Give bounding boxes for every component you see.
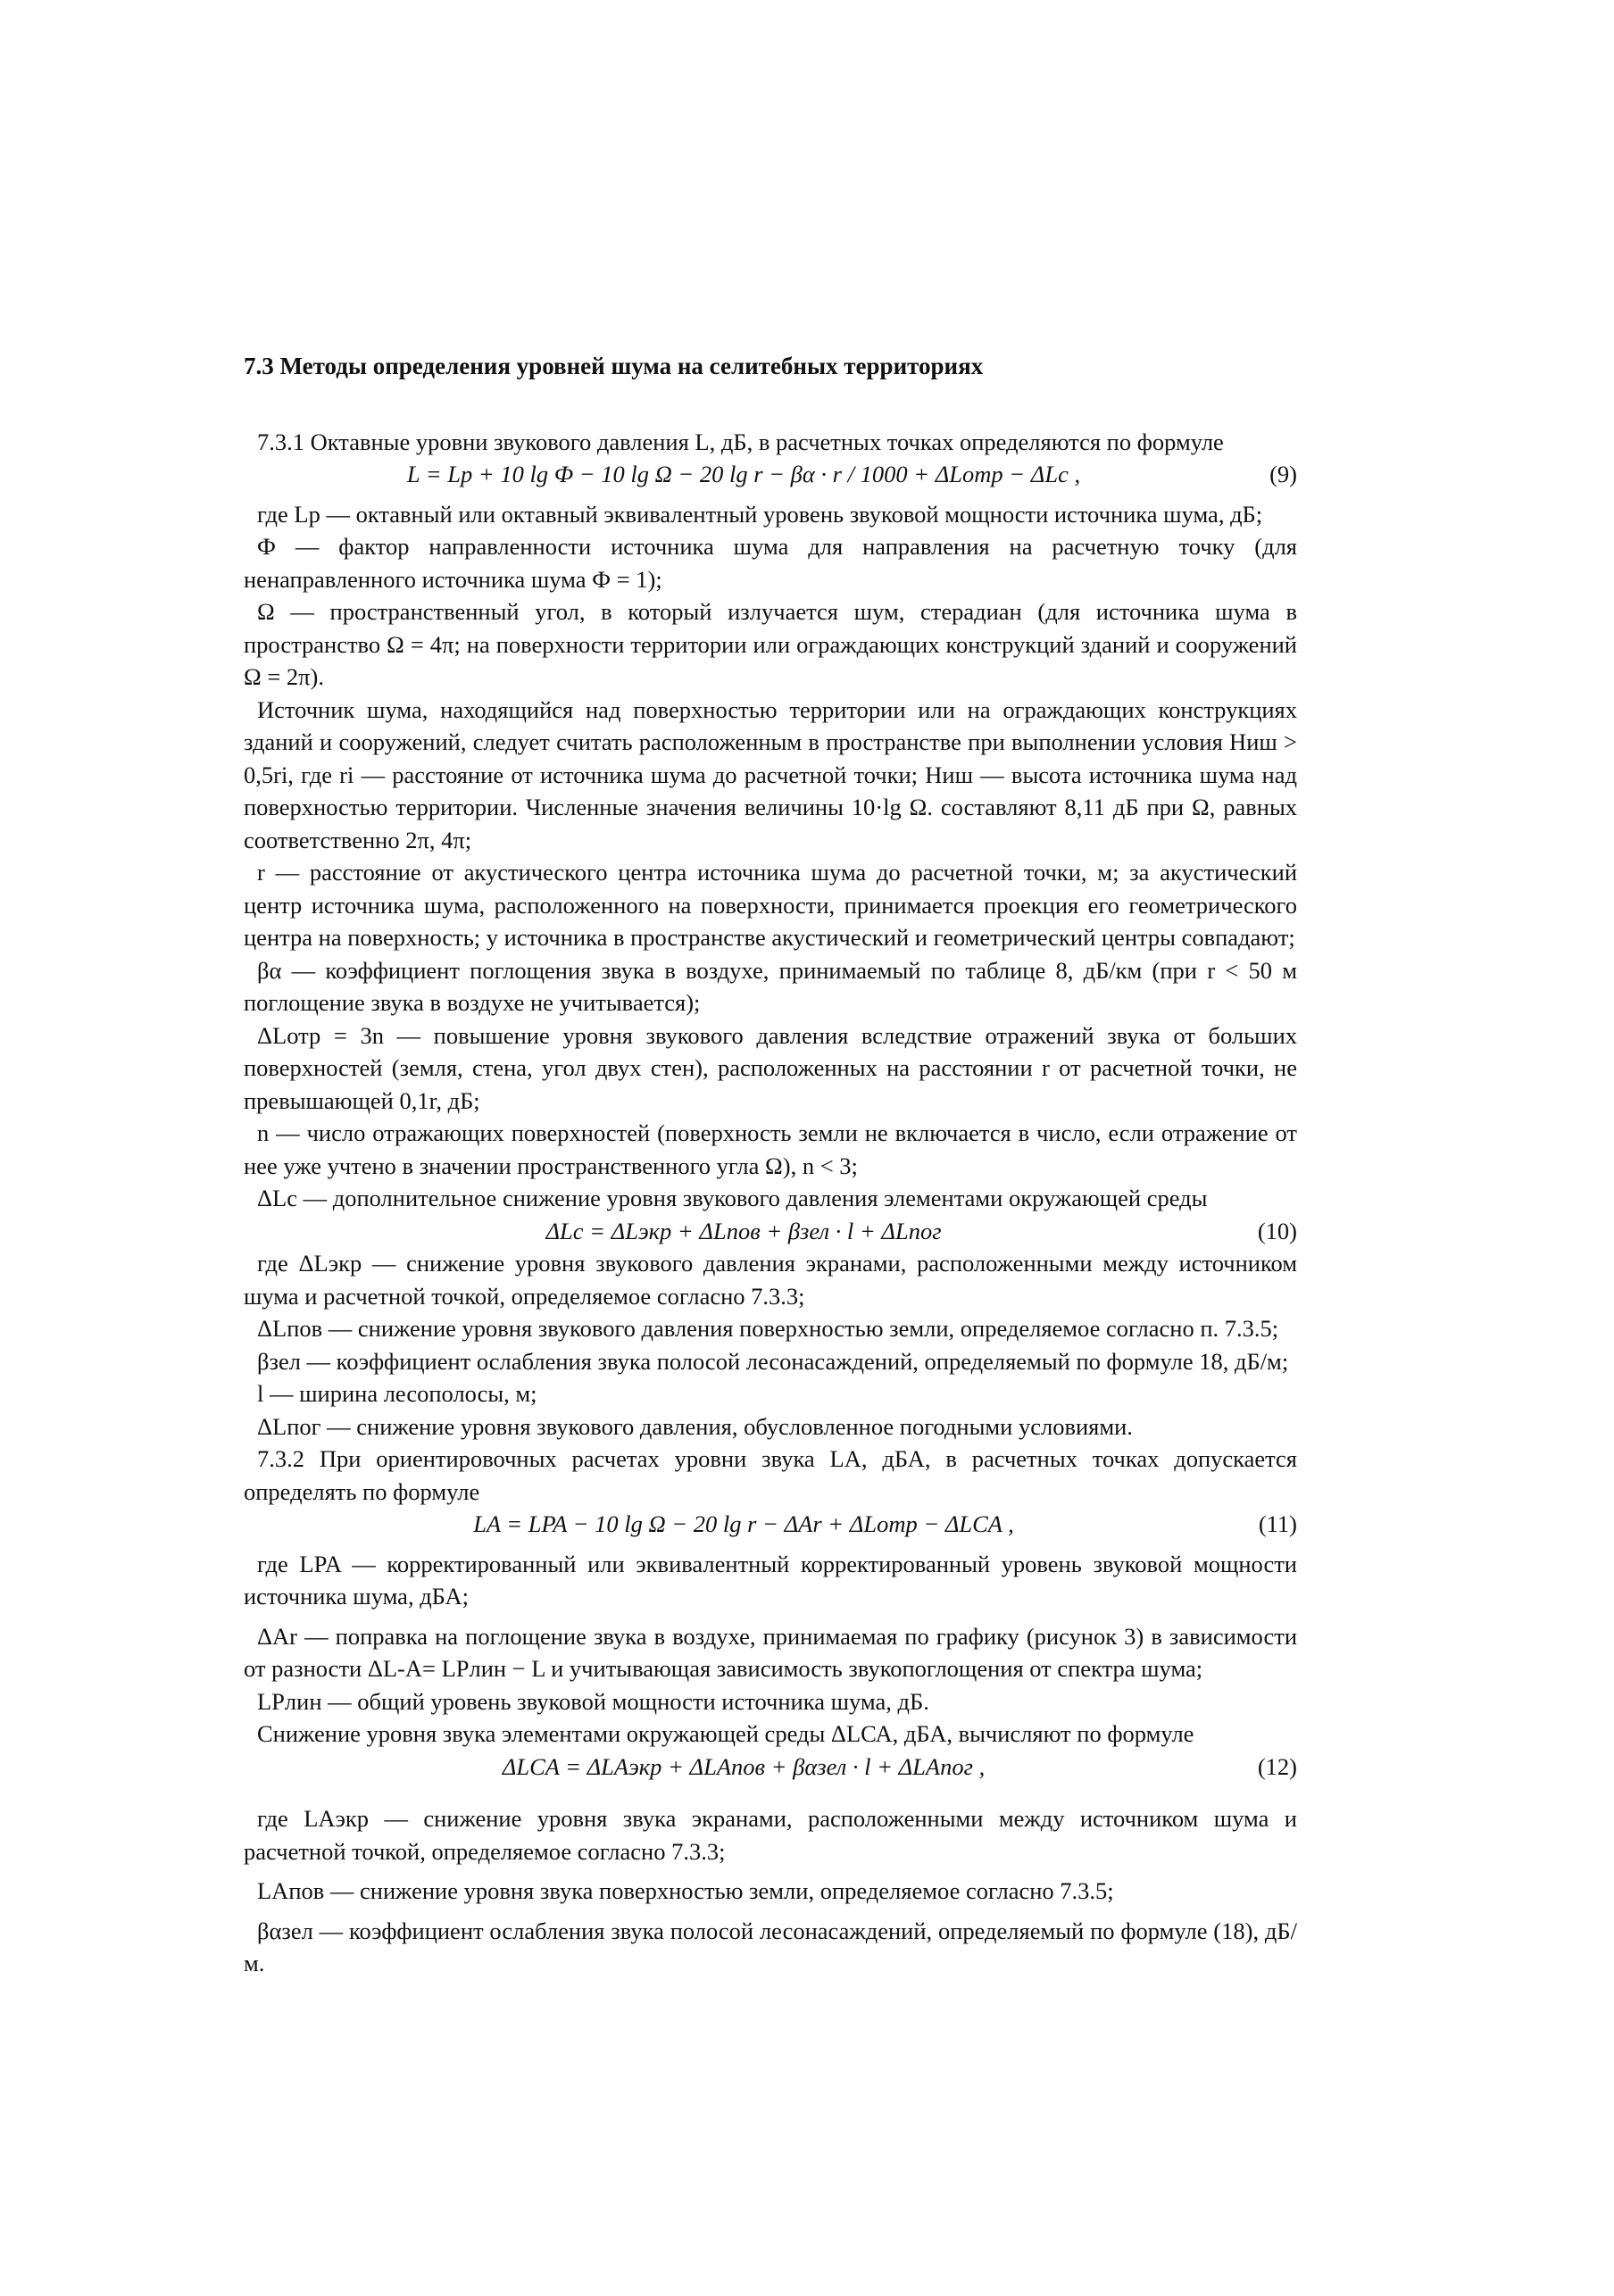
formula-9-number: (9) (1269, 461, 1297, 487)
document-page (244, 350, 1297, 1980)
paragraph-7-3-2: 7.3.2 При ориентировочных расчетах уровни звука LA, дБА, в расчетных точках допускается определять по формуле (244, 1445, 1297, 1505)
formula-10 (244, 1215, 1297, 1248)
paragraph-beta-definition: βα — коэффициент поглощения звука в воздухе, принимаемый по таблице 8, дБ/км (при r < 50 м поглощение звука в воздухе не учитывается); (244, 956, 1297, 1016)
paragraph-7-3-1: 7.3.1 Октавные уровни звукового давления L, дБ, в расчетных точках определяются по формуле (257, 428, 1224, 455)
paragraph-n-definition: n — число отражающих поверхностей (поверхность земли не включается в число, если отражение от нее уже учтено в значении пространственного угла Ω), n < 3; (244, 1119, 1297, 1179)
formula-9-expression: L = Lр + 10 lg Ф − 10 lg Ω − 20 lg r − βα · r / 1000 + ΔLотр − ΔLс , (406, 461, 1081, 487)
formula-10-expression: ΔLс = ΔLэкр + ΔLпов + βзел · l + ΔLпог (545, 1217, 942, 1244)
section-heading: 7.3 Методы определения уровней шума на селитебных территориях (244, 353, 984, 379)
paragraph-l-definition: l — ширина лесополосы, м; (257, 1380, 537, 1407)
paragraph-source-position: Источник шума, находящийся над поверхностью территории или на ограждающих конструкциях зданий и сооружений, следует считать расположенным в пространстве при выполнении условия Hиш > 0,5ri, где ri — расстояние от источника шума до расчетной точки; Hиш — высота источника шума над поверхностью территории. Численные значения величины 10·lg Ω. составляют 8,11 дБ при Ω, равных соответственно 2π, 4π; (244, 695, 1297, 853)
paragraph-delta-lekr-definition: где ΔLэкр — снижение уровня звукового давления экранами, расположенными между источником шума и расчетной точкой, определяемое согласно 7.3.3; (244, 1250, 1297, 1310)
formula-12-expression: ΔLCA = ΔLAэкр + ΔLAпов + βαзел · l + ΔLAпог , (502, 1752, 986, 1780)
formula-9 (244, 458, 1297, 491)
paragraph-delta-lca-intro: Снижение уровня звука элементами окружающей среды ΔLСА, дБА, вычисляют по формуле (257, 1720, 1194, 1747)
formula-11 (244, 1508, 1297, 1541)
paragraph-delta-lc-definition: ΔLс — дополнительное снижение уровня звукового давления элементами окружающей среды (257, 1185, 1208, 1211)
paragraph-phi-definition: Ф — фактор направленности источника шума для направления на расчетную точку (для ненаправленного источника шума Ф = 1); (244, 533, 1297, 593)
paragraph-delta-lpog-definition: ΔLпог — снижение уровня звукового давления, обусловленное погодными условиями. (257, 1412, 1133, 1440)
paragraph-delta-a-definition: ΔAr — поправка на поглощение звука в воздухе, принимаемая по графику (рисунок 3) в зависимости от разности ΔL-A= LPлин − L и учитывающая зависимость звукопоглощения от спектра шума; (244, 1622, 1297, 1682)
formula-11-number: (11) (1258, 1510, 1297, 1537)
paragraph-lp-definition: где Lр — октавный или октавный эквивалентный уровень звуковой мощности источника шума, дБ; (257, 500, 1263, 528)
formula-11-expression: LA = LPA − 10 lg Ω − 20 lg r − ΔAr + ΔLотр − ΔLCA , (473, 1510, 1014, 1537)
paragraph-lpa-definition: где LPA — корректированный или эквивалентный корректированный уровень звуковой мощности источника шума, дБА; (244, 1550, 1297, 1610)
paragraph-lplin-definition: LPлин — общий уровень звуковой мощности источника шума, дБ. (257, 1687, 929, 1715)
paragraph-la-pov-definition: LAпов — снижение уровня звука поверхностью земли, определяемое согласно 7.3.5; (257, 1877, 1114, 1904)
formula-10-number: (10) (1257, 1217, 1297, 1244)
paragraph-omega-definition: Ω — пространственный угол, в который излучается шум, стерадиан (для источника шума в пространство Ω = 4π; на поверхности территории или ограждающих конструкций зданий и сооружений Ω = 2π). (244, 598, 1297, 690)
paragraph-r-definition: r — расстояние от акустического центра источника шума до расчетной точки, м; за акустический центр источника шума, расположенного на поверхности, принимается проекция его геометрического центра на поверхность; у источника в пространстве акустический и геометрический центры совпадают; (244, 859, 1297, 951)
paragraph-delta-lpov-definition: ΔLпов — снижение уровня звукового давления поверхностью земли, определяемое согласно п. 7.3.5; (257, 1315, 1279, 1342)
paragraph-beta-a-zel-definition: βαзел — коэффициент ослабления звука полосой лесонасаждений, определяемый по формуле (18), дБ/м. (244, 1917, 1297, 1976)
paragraph-delta-lotr-definition: ΔLотр = 3n — повышение уровня звукового давления вследствие отражений звука от больших поверхностей (земля, стена, угол двух стен), расположенных на расстоянии r от расчетной точки, не превышающей 0,1r, дБ; (244, 1021, 1297, 1114)
paragraph-beta-zel-definition: βзел — коэффициент ослабления звука полосой лесонасаждений, определяемый по формуле 18, дБ/м; (257, 1347, 1289, 1375)
formula-12-number: (12) (1257, 1752, 1297, 1780)
formula-12 (244, 1751, 1297, 1784)
paragraph-la-ekr-definition: где LAэкр — снижение уровня звука экранами, расположенными между источником шума и расчетной точкой, определяемое согласно 7.3.3; (244, 1805, 1297, 1865)
